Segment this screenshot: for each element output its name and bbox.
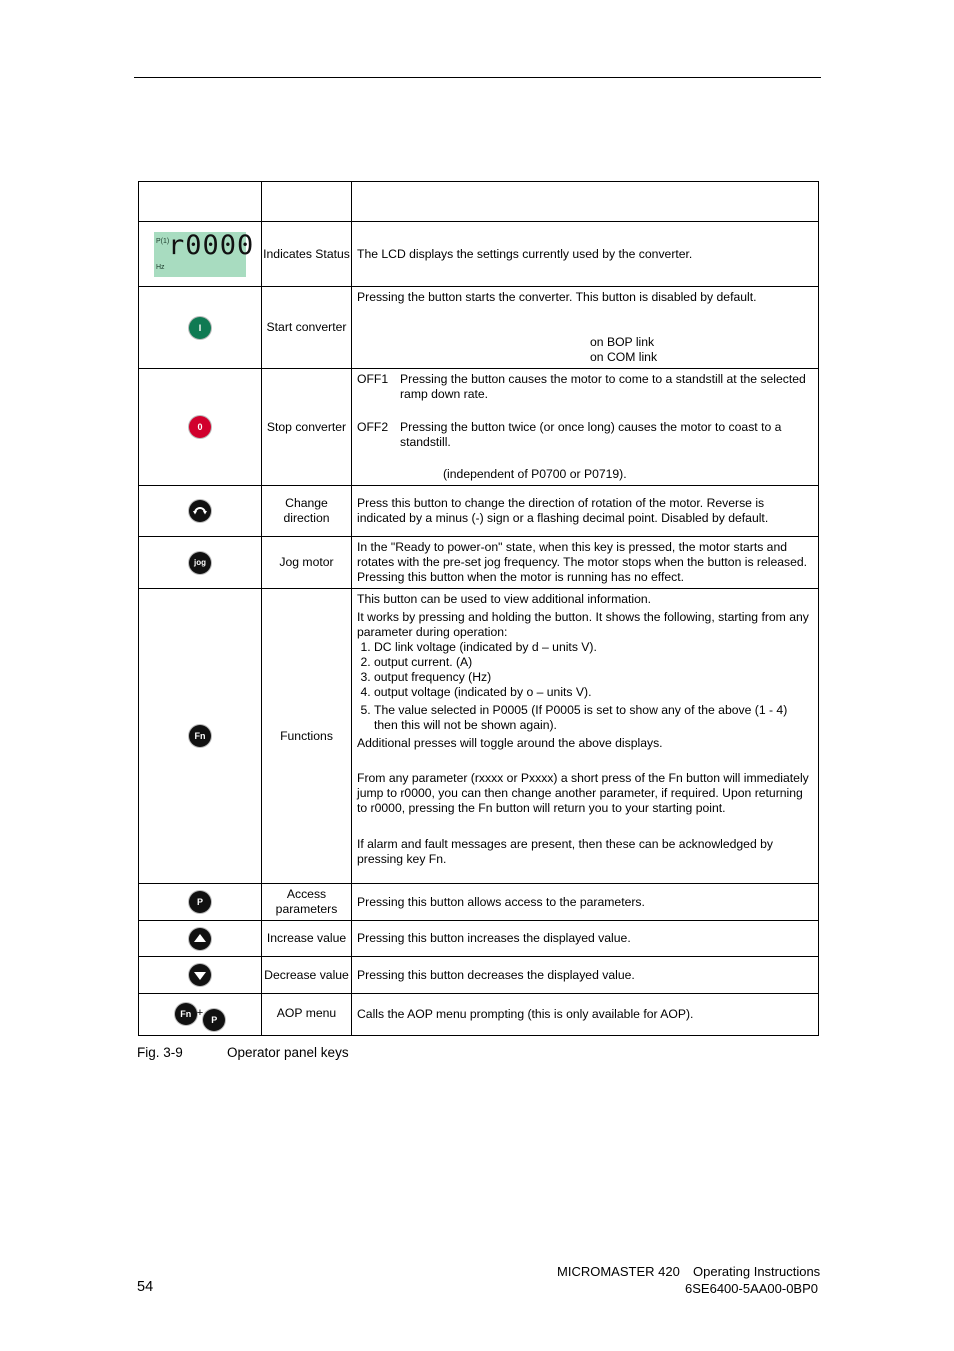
row-description: Calls the AOP menu prompting (this is only available for AOP). [352,994,819,1036]
row-description: Press this button to change the direction of rotation of the motor. Reverse is indicated by a minus (-) sign or a flashing decimal point. Disabled by default. [352,486,819,537]
row-label: Access parameters [262,884,352,921]
table-row [139,957,819,994]
table-row [139,589,819,884]
p-button-icon: P [203,1009,225,1031]
fn-hold-text: It works by pressing and holding the button. It shows the following, starting from any parameter during operation: [357,610,809,639]
table-row [139,222,819,287]
footer-product: MICROMASTER 420 [557,1264,680,1279]
operator-panel-keys-table [138,181,819,1036]
header-cell-panel [139,182,262,222]
list-item: 3. output frequency (Hz) [374,670,813,685]
fn-button-icon: Fn [189,725,211,747]
row-label: Stop converter [262,369,352,486]
table-row [139,884,819,921]
down-arrow-icon [189,964,211,986]
row-description: The LCD displays the settings currently used by the converter. [352,222,819,287]
row-description: Pressing this button decreases the displayed value. [352,957,819,994]
table-row [139,994,819,1036]
fn-button-icon: Fn [175,1003,197,1025]
row-description: Pressing this button increases the displayed value. [352,921,819,957]
row-label: Change direction [262,486,352,537]
list-item: 5. The value selected in P0005 (If P0005 is set to show any of the above (1 - 4) then this will not be shown again). [374,703,813,733]
fn-intro: This button can be used to view additional information. [357,592,652,606]
lcd-display-icon: P(1) r0000 Hz [154,232,246,277]
fn-plus-p-icon: Fn + P [175,1009,225,1031]
page-number: 54 [137,1279,154,1295]
footer-order-number: 6SE6400-5AA00-0BP0 [685,1281,818,1296]
bop-link-text: on BOP link [590,335,655,349]
row-label: Jog motor [262,537,352,589]
header-rule [134,77,821,78]
off1-key: OFF1 [357,372,389,386]
row-label: Increase value [262,921,352,957]
table-row [139,921,819,957]
table-header-row [139,182,819,222]
table-row [139,537,819,589]
off2-key: OFF2 [357,420,389,434]
figure-caption: Operator panel keys [227,1045,349,1060]
table-row [139,287,819,369]
row-label: Indicates Status [262,222,352,287]
row-label: AOP menu [262,994,352,1036]
com-link-text: on COM link [590,350,658,364]
jog-button-icon: jog [189,552,211,574]
fn-acknowledge-text: If alarm and fault messages are present, then these can be acknowledged by pressing key Fn. [357,837,773,866]
row-label: Functions [262,589,352,884]
row-description: In the "Ready to power-on" state, when this key is pressed, the motor starts and rotates with the pre-set jog frequency. The motor stops when the button is released. Pressing this button when the motor is running has no effect. [352,537,819,589]
fn-toggle-text: Additional presses will toggle around the above displays. [357,736,663,750]
fn-jump-text: From any parameter (rxxxx or Pxxxx) a short press of the Fn button will immediately jump to r0000, you can then change another parameter, if required. Upon returning to r0000, pressing the Fn button will return you to your starting point. [357,771,809,815]
footer-doc-type: Operating Instructions [693,1264,821,1279]
row-description: Pressing the button starts the converter. This button is disabled by default. [357,290,757,304]
row-label: Start converter [262,287,352,369]
row-description: Pressing this button allows access to the parameters. [352,884,819,921]
table-row [139,486,819,537]
off1-description: Pressing the button causes the motor to come to a standstill at the selected ramp down rate. [400,372,806,401]
fn-display-list [357,640,813,733]
figure-number: Fig. 3-9 [137,1045,183,1060]
table-row [139,369,819,486]
list-item: 1. DC link voltage (indicated by d – units V). [374,640,813,655]
stop-note: (independent of P0700 or P0719). [443,467,627,481]
stop-button-icon: 0 [189,416,211,438]
header-cell-button [262,182,352,222]
list-item: 4. output voltage (indicated by o – units V). [374,685,813,700]
header-cell-function [352,182,819,222]
list-item: 2. output current. (A) [374,655,813,670]
row-label: Decrease value [262,957,352,994]
up-arrow-icon [189,928,211,950]
reverse-direction-icon [189,500,211,522]
off2-description: Pressing the button twice (or once long) causes the motor to coast to a standstill. [400,420,782,449]
start-button-icon: I [189,317,211,339]
lcd-value: r0000 [168,229,255,261]
p-button-icon: P [189,891,211,913]
